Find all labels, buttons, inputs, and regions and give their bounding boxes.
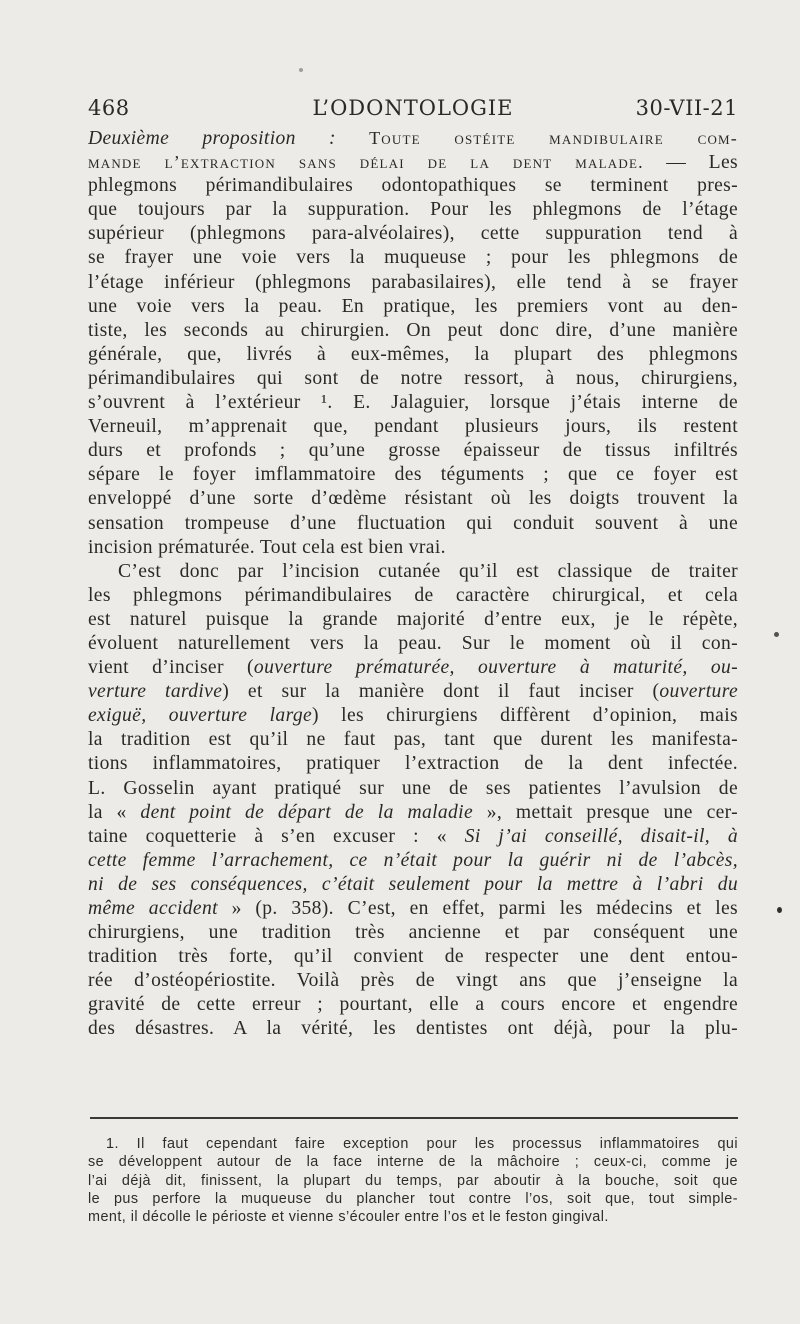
running-header [88, 96, 738, 126]
text-line [88, 150, 738, 174]
text-line [88, 728, 738, 752]
text-line [88, 945, 738, 969]
text-run: C’est donc par l’incision cutanée qu’il est classique de traiter [118, 560, 738, 582]
text-run: cette femme l’arrachement, ce n’était pour la guérir ni de l’abcès, [88, 849, 738, 871]
text-line [88, 825, 738, 849]
text-line [88, 921, 738, 945]
text-run: que toujours par la suppuration. Pour les phlegmons de l’étage [88, 199, 738, 221]
footnote-line: le pus perfore la muqueuse du plancher tout contre l’os, soit que, tout simple- [88, 1190, 738, 1207]
text-line [88, 463, 738, 487]
text-run: Si j’ai conseillé, disait-il, à [464, 825, 738, 847]
text-line [88, 632, 738, 656]
text-run: se frayer une voie vers la muqueuse ; pour les phlegmons de [88, 247, 738, 269]
text-line [88, 560, 738, 584]
text-run: phlegmons périmandibulaires odontopathiques se terminent pres- [88, 175, 738, 197]
text-run: des désastres. A la vérité, les dentistes ont déjà, pour la plu- [88, 1018, 738, 1040]
text-line [88, 271, 738, 295]
text-line [88, 439, 738, 463]
text-run: évoluent naturellement vers la peau. Sur le moment où il con- [88, 632, 738, 654]
text-line [88, 897, 738, 921]
text-run: verture tardive [88, 681, 223, 703]
text-line [88, 487, 738, 511]
text-run: », mettait presque une cer- [473, 801, 738, 823]
text-line [88, 126, 738, 150]
issue-date: 30-VII-21 [635, 96, 738, 120]
text-line [88, 993, 738, 1017]
paper-speck [777, 907, 782, 913]
text-run: vient d’inciser ( [88, 657, 254, 679]
text-run: mande l’extraction sans délai de la dent malade. [88, 152, 644, 173]
footnote-line: ment, il décolle le périoste et vienne s’écouler entre l’os et le feston gingival. [88, 1209, 609, 1226]
text-run: même accident [88, 898, 218, 919]
footnote-rule [90, 1117, 738, 1119]
text-run: exiguë, ouverture large [88, 705, 313, 727]
text-line [88, 584, 738, 608]
text-run: ) les chirurgiens diffèrent d’opinion, mais [312, 705, 738, 727]
text-run: gravité de cette erreur ; pourtant, elle a cours encore et engendre [88, 994, 738, 1016]
text-run: périmandibulaires qui sont de notre ressort, à nous, chirurgiens, [88, 367, 738, 389]
text-line [88, 680, 738, 704]
text-run: incision prématurée. Tout cela est bien vrai. [88, 536, 446, 558]
text-line [88, 801, 738, 825]
paper-speck [774, 632, 779, 637]
text-line [88, 391, 738, 415]
text-run: ouverture prématurée, ouverture à maturité, ou- [253, 657, 738, 679]
text-line [88, 415, 738, 439]
text-run: dent point de départ de la maladie [140, 801, 474, 823]
text-line [88, 246, 738, 270]
text-run: générale, que, livrés à eux-mêmes, la plupart des phlegmons [88, 343, 738, 365]
text-run: les phlegmons périmandibulaires de caractère chirurgical, et cela [88, 584, 738, 606]
text-run: la « [88, 801, 141, 823]
text-run: une voie vers la peau. En pratique, les premiers vont au den- [88, 295, 738, 317]
text-line [88, 656, 738, 680]
footnote-line: 1. Il faut cependant faire exception pour les processus inflammatoires qui [106, 1136, 738, 1152]
text-line [88, 319, 738, 343]
text-line [88, 174, 738, 198]
text-run: rée d’ostéopériostite. Voilà près de vingt ans que j’enseigne la [88, 970, 738, 992]
text-run: sépare le foyer imflammatoire des téguments ; que ce foyer est [88, 464, 738, 486]
text-run: l’étage inférieur (phlegmons parabasilaires), elle tend à se frayer [88, 271, 738, 293]
footnote [88, 1135, 738, 1226]
text-run: Verneuil, m’apprenait que, pendant plusieurs jours, ils restent [88, 416, 738, 438]
text-run: la tradition est qu’il ne faut pas, tant que durent les manifesta- [88, 729, 738, 751]
text-line [88, 969, 738, 993]
text-run: — Les [643, 152, 738, 174]
text-run: tiste, les seconds au chirurgien. On peut donc dire, d’une manière [88, 319, 738, 341]
text-line [88, 343, 738, 367]
text-run: sensation trompeuse d’une fluctuation qui conduit souvent à une [88, 512, 738, 534]
text-line [88, 536, 738, 560]
text-run: tions inflammatoires, pratiquer l’extraction de la dent infectée. [88, 753, 738, 775]
text-run: ouverture [659, 681, 738, 703]
text-run: supérieur (phlegmons para-alvéolaires), cette suppuration tend à [88, 223, 738, 245]
text-run: ni de ses conséquences, c’était seulement pour la mettre à l’abri du [88, 873, 738, 895]
main-text [88, 126, 738, 1042]
text-run: tradition très forte, qu’il convient de respecter une dent entou- [88, 946, 738, 968]
text-run: ) et sur la manière dont il faut inciser ( [222, 681, 660, 703]
text-run: enveloppé d’une sorte d’œdème résistant où les doigts trouvent la [88, 488, 738, 510]
text-line [88, 1017, 738, 1041]
text-line [88, 752, 738, 776]
text-line [88, 608, 738, 632]
text-line [88, 512, 738, 536]
text-line [88, 367, 738, 391]
text-run: taine coquetterie à s’en excuser : « [88, 825, 465, 847]
paper-speck [299, 68, 303, 72]
text-run: chirurgiens, une tradition très ancienne et par conséquent une [88, 922, 738, 944]
text-run: » (p. 358). C’est, en effet, parmi les médecins et les [217, 898, 738, 919]
text-line [88, 849, 738, 873]
text-run: Deuxième proposition : [88, 128, 370, 149]
text-run: L. Gosselin ayant pratiqué sur une de ses patientes l’avulsion de [88, 777, 738, 799]
text-run: s’ouvrent à l’extérieur ¹. E. Jalaguier, lorsque j’étais interne de [88, 392, 738, 414]
footnote-line: l’ai déjà dit, finissent, la plupart du temps, par aboutir à la bouche, soit que [88, 1172, 738, 1189]
text-line [88, 198, 738, 222]
page-number: 468 [88, 96, 130, 120]
text-run: Toute ostéite mandibulaire com- [369, 128, 738, 148]
text-line [88, 222, 738, 246]
text-line [88, 295, 738, 319]
text-line [88, 777, 738, 801]
text-line [88, 873, 738, 897]
running-title: L’ODONTOLOGIE [312, 96, 514, 120]
text-run: est naturel puisque la grande majorité d’entre eux, je le répète, [88, 608, 738, 630]
footnote-line: se développent autour de la face interne de la mâchoire ; ceux-ci, comme je [88, 1154, 738, 1171]
text-run: durs et profonds ; qu’une grosse épaisseur de tissus infiltrés [88, 440, 738, 462]
text-line [88, 704, 738, 728]
